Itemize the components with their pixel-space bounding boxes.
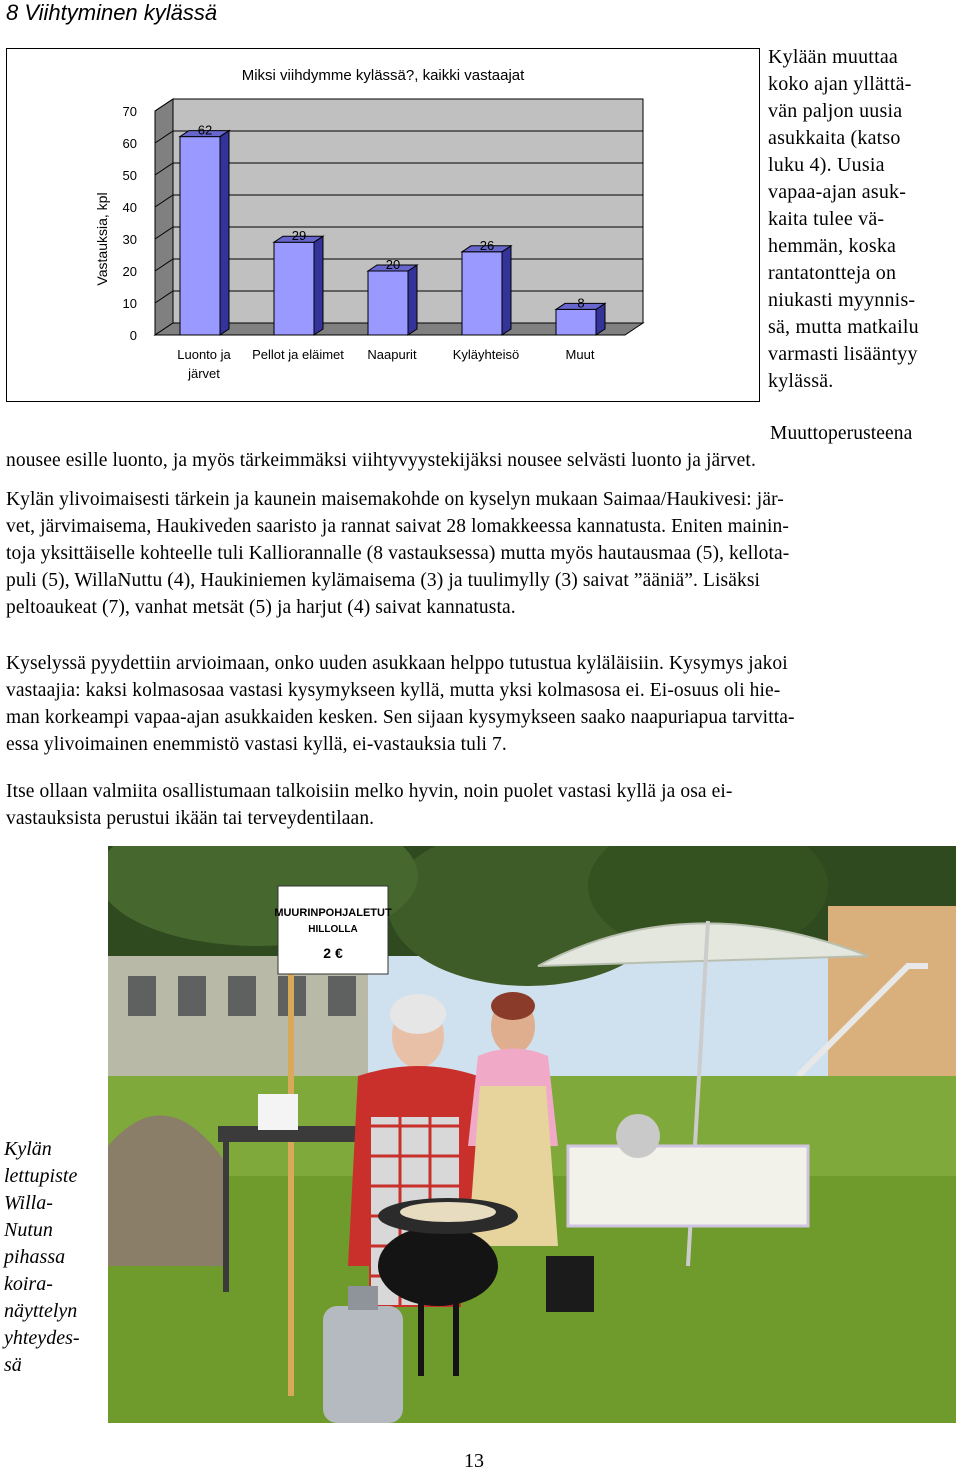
sign-line-2: HILLOLLA bbox=[308, 924, 358, 935]
chart-side-wall bbox=[155, 99, 173, 335]
paragraph-1: nousee esille luonto, ja myös tärkeimmäksi viihtyvyystekijäksi nousee selvästi luonto ja järvet. bbox=[6, 450, 756, 471]
y-axis-label: Vastauksia, kpl bbox=[94, 192, 110, 286]
bar-value-label: 20 bbox=[385, 257, 401, 272]
bar-front bbox=[274, 242, 314, 335]
bar bbox=[462, 246, 511, 335]
y-tick-label: 30 bbox=[122, 232, 137, 247]
x-tick-label: Muut bbox=[565, 347, 595, 362]
paragraph-3: Kyselyssä pyydettiin arvioimaan, onko uuden asukkaan helppo tutustua kyläläisiin. Kysymys jakoi vastaajia: kaksi kolmasosaa vastasi kysymykseen kyllä, mutta yksi kolmasosa ei. Ei-osuus oli hie- man korkeampi vapaa-ajan asukkaiden kesken. Sen sijaan kysymykseen saako naapuriapua tarvitta- essa ylivoimainen enemmistö vastasi kyllä, ei-vastauksia tuli 7. bbox=[6, 653, 795, 755]
gas-bottle bbox=[323, 1306, 403, 1423]
chart-canvas bbox=[7, 49, 759, 401]
bar-front bbox=[368, 271, 408, 335]
bar bbox=[368, 265, 417, 335]
x-tick-label: Luonto ja bbox=[177, 347, 231, 362]
x-tick-label: Pellot ja eläimet bbox=[252, 347, 344, 362]
y-tick-label: 0 bbox=[129, 328, 137, 343]
sign-line-1: MUURINPOHJALETUT bbox=[274, 907, 392, 919]
sidebar-text: Kylään muuttaa koko ajan yllättä- vän paljon uusia asukkaita (katso luku 4). Uusia vapaa-ajan asuk- kaita tulee vä- hemmän, koska rantatontteja on niukasti myynnis- sä, mutta matkailu varmasti lisääntyy kylässä. bbox=[768, 46, 919, 392]
y-tick-label: 70 bbox=[122, 104, 137, 119]
bar-front bbox=[462, 252, 502, 335]
chart-title: Miksi viihdymme kylässä?, kaikki vastaajat bbox=[241, 67, 525, 84]
bar-front bbox=[556, 309, 596, 335]
bar-value-label: 29 bbox=[291, 228, 307, 244]
y-tick-label: 20 bbox=[122, 264, 137, 279]
page-number: 13 bbox=[464, 1450, 484, 1472]
paragraph-2: Kylän ylivoimaisesti tärkein ja kaunein maisemakohde on kyselyn mukaan Saimaa/Haukivesi: jär- vet, järvimaisema, Haukiveden saaristo ja rannat saivat 28 lomakkeessa kannatusta. Eniten mainin- toja yksittäiselle kohteelle tuli Kalliorannalle (8 vastauksessa) mutta myös hautausmaa (5), kellota- puli (5), WillaNuttu (4), Haukiniemen kylämaisema (3) ja tuulimylly (3) saivat ”ääniä”. Lisäksi peltoaukeat (7), vanhat metsät (5) ja harjut (4) saivat kannatusta. bbox=[6, 489, 790, 618]
y-tick-label: 60 bbox=[122, 136, 137, 151]
bar-chart bbox=[6, 48, 760, 402]
bar-side bbox=[408, 265, 417, 335]
photo-caption: Kylän lettupiste Willa- Nutun pihassa koira- näyttelyn yhteydes- sä bbox=[4, 1138, 80, 1376]
bar-value-label: 26 bbox=[479, 237, 495, 253]
y-tick-label: 10 bbox=[122, 296, 137, 311]
bar-value-label: 8 bbox=[577, 295, 585, 311]
bar bbox=[274, 236, 323, 335]
y-tick-label: 40 bbox=[122, 200, 137, 215]
bar bbox=[180, 131, 229, 335]
x-axis-labels bbox=[177, 347, 595, 381]
bar-side bbox=[220, 131, 229, 335]
bar-value-label: 62 bbox=[197, 122, 213, 138]
x-tick-label: järvet bbox=[188, 366, 220, 381]
paragraph-0: Muuttoperusteena bbox=[770, 423, 913, 444]
x-tick-label: Naapurit bbox=[367, 347, 417, 362]
y-axis-ticks bbox=[123, 104, 137, 343]
y-tick-label: 50 bbox=[122, 168, 137, 183]
village-photo bbox=[108, 846, 956, 1423]
x-tick-label: Kyläyhteisö bbox=[452, 347, 520, 362]
sign-price: 2 € bbox=[323, 945, 343, 961]
paragraph-4: Itse ollaan valmiita osallistumaan talkoisiin melko hyvin, noin puolet vastasi kyllä ja osa ei- vastauksista perustui ikään tai terveydentilaan. bbox=[6, 781, 733, 829]
grill bbox=[378, 1226, 498, 1306]
bar-front bbox=[180, 137, 220, 335]
bar-side bbox=[314, 236, 323, 335]
section-heading: 8 Viihtyminen kylässä bbox=[6, 0, 218, 25]
bar-side bbox=[502, 246, 511, 335]
